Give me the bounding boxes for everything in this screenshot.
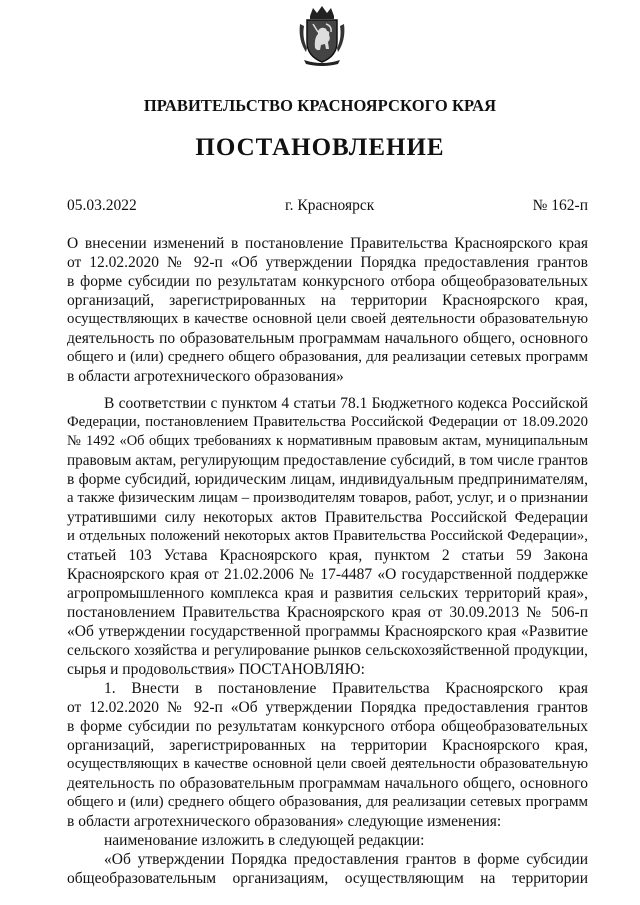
item-line: общего и (или) среднего общего образования, для реализации сетевых программ: [67, 794, 588, 810]
body-line: утратившими силу некоторых актов Правительства Российской Федерации: [67, 509, 588, 526]
body-line: статьей 103 Устава Красноярского края, пунктом 2 статьи 59 Закона: [67, 547, 588, 564]
document-number: № 162-п: [532, 197, 588, 214]
body-line: Красноярского края от 21.02.2006 № 17-4487 «О государственной поддержке: [67, 566, 588, 583]
body-line: сельского хозяйства и регулирование рынков сельскохозяйственной продукции,: [67, 642, 588, 659]
document-meta: [67, 197, 588, 217]
title-line: в области агротехнического образования»: [67, 368, 344, 385]
title-line: от 12.02.2020 № 92-п «Об утверждении Порядка предоставления грантов: [67, 254, 588, 271]
item-line: «Об утверждении Порядка предоставления грантов в форме субсидии: [104, 851, 588, 868]
title-line: осуществляющих в качестве основной цели своей деятельности образовательную: [67, 311, 588, 327]
body-line: В соответствии с пунктом 4 статьи 78.1 Бюджетного кодекса Российской: [104, 395, 588, 412]
body-line: сырья и продовольствия» ПОСТАНОВЛЯЮ:: [67, 661, 365, 678]
document-city: г. Красноярск: [285, 197, 375, 214]
item-line: 1. Внести в постановление Правительства Красноярского края: [104, 680, 588, 697]
item-line: общеобразовательным организациям, осуществляющим на территории: [67, 870, 588, 887]
body-line: № 1492 «Об общих требованиях к нормативным правовым актам, муниципальным: [67, 433, 588, 449]
title-line: организаций, зарегистрированных на территории Красноярского края,: [67, 292, 588, 309]
item-line: в области агротехнического образования» следующие изменения:: [67, 813, 502, 830]
title-line: деятельность по образовательным программам начального общего, основного: [67, 330, 588, 347]
body-line: постановлением Правительства Красноярского края от 30.09.2013 № 506-п: [67, 604, 588, 621]
body-line: и отдельных положений некоторых актов Правительства Российской Федерации»,: [67, 528, 588, 544]
document-date: 05.03.2022: [67, 197, 137, 214]
title-line: общего и (или) среднего общего образования, для реализации сетевых программ: [67, 349, 588, 365]
item-line: осуществляющих в качестве основной цели своей деятельности образовательную: [67, 756, 588, 772]
coat-of-arms-icon: [296, 4, 348, 66]
title-line: О внесении изменений в постановление Правительства Красноярского края: [67, 235, 588, 252]
item-line: в форме субсидии по результатам конкурсного отбора общеобразовательных: [67, 718, 588, 735]
body-line: в форме субсидий, юридическим лицам, индивидуальным предпринимателям,: [67, 471, 588, 488]
item-line: наименование изложить в следующей редакции:: [104, 832, 425, 849]
item-line: организаций, зарегистрированных на территории Красноярского края,: [67, 737, 588, 754]
body-line: а также физическим лицам – производителям товаров, работ, услуг, и о признании: [67, 490, 588, 506]
body-line: «Об утверждении государственной программы Красноярского края «Развитие: [67, 623, 588, 640]
item-line: от 12.02.2020 № 92-п «Об утверждении Порядка предоставления грантов: [67, 699, 588, 716]
item-line: деятельность по образовательным программам начального общего, основного: [67, 775, 588, 792]
body-line: Федерации, постановлением Правительства Российской Федерации от 18.09.2020: [67, 414, 588, 430]
document-kind: ПОСТАНОВЛЕНИЕ: [195, 134, 445, 161]
body-line: агропромышленного комплекса края и развития сельских территорий края»,: [67, 585, 588, 602]
title-line: в форме субсидии по результатам конкурсного отбора общеобразовательных: [67, 273, 588, 290]
government-title: ПРАВИТЕЛЬСТВО КРАСНОЯРСКОГО КРАЯ: [143, 96, 497, 115]
body-line: правовым актам, регулирующим предоставление субсидий, в том числе грантов: [67, 452, 588, 469]
